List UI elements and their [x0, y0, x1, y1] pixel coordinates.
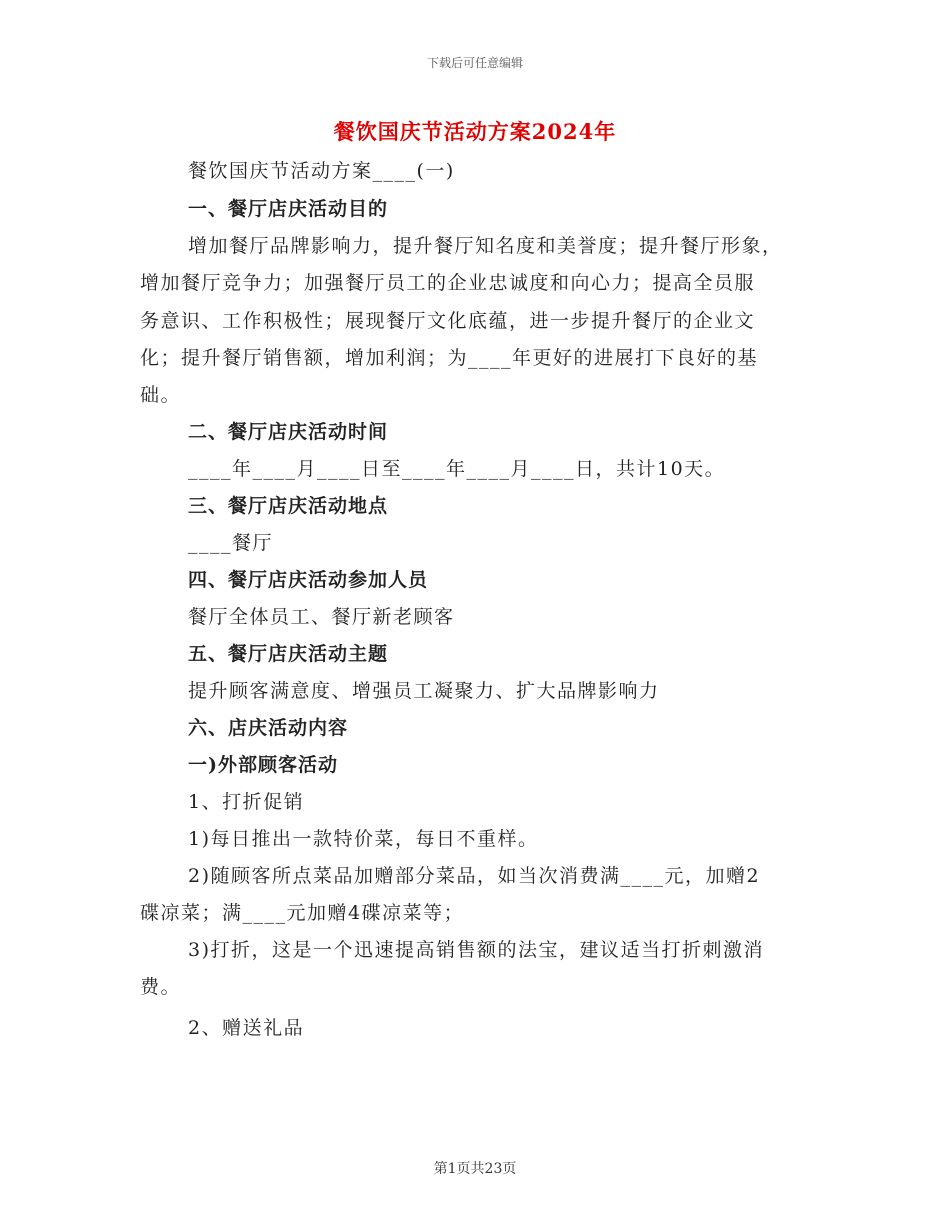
paragraph-line: ____年____月____日至____年____月____日，共计10天。 — [188, 458, 726, 480]
paragraph-line: 餐厅全体员工、餐厅新老顾客 — [188, 606, 455, 628]
heading-purpose: 一、餐厅店庆活动目的 — [188, 198, 389, 220]
heading-content: 六、店庆活动内容 — [188, 717, 349, 739]
list-item: 碟凉菜；满____元加赠4碟凉菜等； — [140, 902, 465, 924]
paragraph-line: 增加餐厅品牌影响力，提升餐厅知名度和美誉度；提升餐厅形象， — [188, 235, 783, 257]
paragraph-line: 化；提升餐厅销售额，增加利润；为____年更好的进展打下良好的基 — [140, 347, 759, 369]
item-discount: 1、打折促销 — [188, 791, 305, 813]
list-item: 3)打折，这是一个迅速提高销售额的法宝，建议适当打折刺激消 — [188, 939, 765, 961]
heading-time: 二、餐厅店庆活动时间 — [188, 421, 389, 443]
paragraph-line: 提升顾客满意度、增强员工凝聚力、扩大品牌影响力 — [188, 680, 660, 702]
subheading-external: 一)外部顾客活动 — [188, 754, 338, 776]
heading-theme: 五、餐厅店庆活动主题 — [188, 643, 389, 665]
section-intro: 餐饮国庆节活动方案____(一) — [188, 160, 455, 182]
paragraph-line: 增加餐厅竞争力；加强餐厅员工的企业忠诚度和向心力；提高全员服 — [140, 272, 756, 294]
heading-location: 三、餐厅店庆活动地点 — [188, 495, 389, 517]
paragraph-line: ____餐厅 — [188, 532, 274, 554]
list-item: 费。 — [140, 976, 182, 998]
page-number: 第1页共23页 — [433, 1161, 517, 1177]
item-gifts: 2、赠送礼品 — [188, 1017, 305, 1039]
list-item: 2)随顾客所点菜品加赠部分菜品，如当次消费满____元，加赠2 — [188, 865, 761, 887]
page-header: 下载后可任意编辑 — [426, 56, 523, 70]
document-title: 餐饮国庆节活动方案2024年 — [333, 119, 617, 144]
heading-participants: 四、餐厅店庆活动参加人员 — [188, 569, 429, 591]
paragraph-line: 务意识、工作积极性；展现餐厅文化底蕴，进一步提升餐厅的企业文 — [140, 310, 756, 332]
list-item: 1)每日推出一款特价菜，每日不重样。 — [188, 828, 539, 850]
paragraph-line: 础。 — [140, 384, 182, 406]
